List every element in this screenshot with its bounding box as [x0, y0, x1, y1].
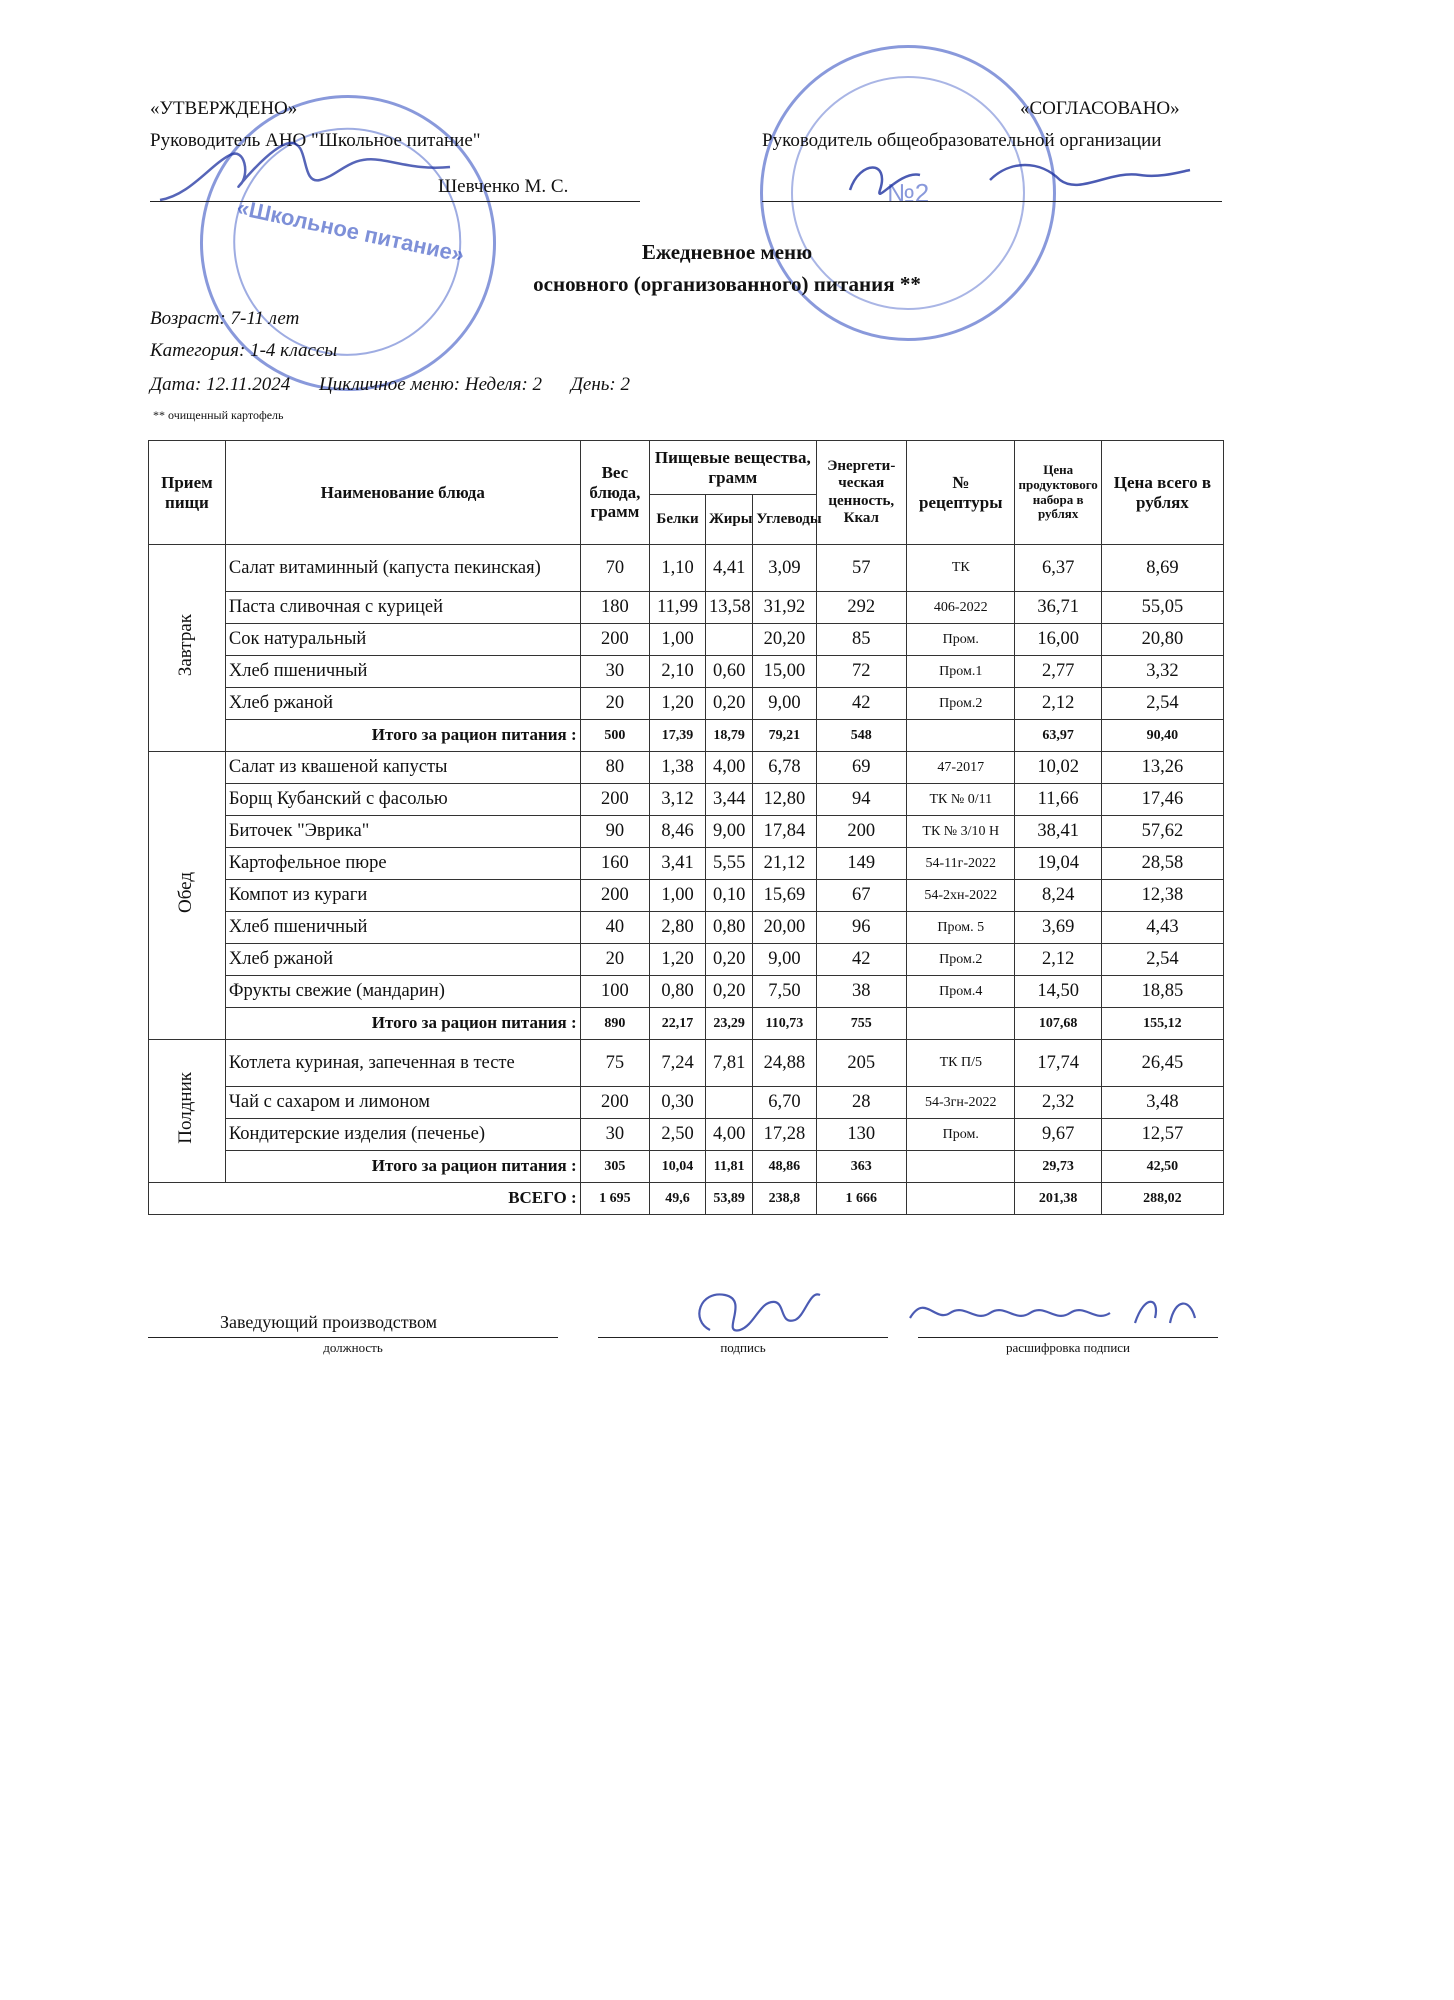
- cell-recipe: 54-2хн-2022: [907, 880, 1015, 912]
- cell-kcal: 38: [816, 976, 907, 1008]
- cell-total-price: 12,57: [1101, 1119, 1223, 1151]
- total-recipe: [907, 1151, 1015, 1183]
- header-nutrients: Пищевые вещества, грамм: [650, 441, 816, 495]
- cell-fat: [705, 624, 752, 656]
- header-protein: Белки: [650, 495, 706, 545]
- header-dish: Наименование блюда: [225, 441, 580, 545]
- approved-heading: «УТВЕРЖДЕНО»: [150, 98, 298, 119]
- dish-name: Биточек "Эврика": [225, 816, 580, 848]
- total-set-price: 107,68: [1015, 1008, 1101, 1040]
- cell-weight: 90: [580, 816, 649, 848]
- header-carbs: Углеводы: [753, 495, 816, 545]
- meal-label: Полдник: [175, 1072, 197, 1145]
- cell-weight: 70: [580, 545, 649, 592]
- total-recipe: [907, 720, 1015, 752]
- stamp-right-text: №2: [886, 178, 930, 208]
- footer-position-line: [148, 1337, 558, 1338]
- cell-set-price: 10,02: [1015, 752, 1101, 784]
- cell-protein: 7,24: [650, 1040, 706, 1087]
- cell-set-price: 6,37: [1015, 545, 1101, 592]
- cell-protein: 2,80: [650, 912, 706, 944]
- cell-set-price: 2,12: [1015, 688, 1101, 720]
- table-row: [149, 880, 1224, 912]
- cell-protein: 1,00: [650, 880, 706, 912]
- cell-fat: 5,55: [705, 848, 752, 880]
- cell-kcal: 205: [816, 1040, 907, 1087]
- dish-name: Борщ Кубанский с фасолью: [225, 784, 580, 816]
- header-weight: Вес блюда, грамм: [580, 441, 649, 545]
- cell-total-price: 2,54: [1101, 688, 1223, 720]
- cell-fat: 0,60: [705, 656, 752, 688]
- cell-set-price: 14,50: [1015, 976, 1101, 1008]
- cell-set-price: 3,69: [1015, 912, 1101, 944]
- cell-protein: 3,12: [650, 784, 706, 816]
- cell-total-price: 28,58: [1101, 848, 1223, 880]
- cell-carbs: 6,70: [753, 1087, 816, 1119]
- cell-fat: 4,00: [705, 1119, 752, 1151]
- total-kcal: 363: [816, 1151, 907, 1183]
- cell-kcal: 42: [816, 688, 907, 720]
- cell-fat: 7,81: [705, 1040, 752, 1087]
- grand-total-row: [149, 1183, 1224, 1215]
- cell-recipe: ТК: [907, 545, 1015, 592]
- cell-total-price: 8,69: [1101, 545, 1223, 592]
- cell-carbs: 17,84: [753, 816, 816, 848]
- total-row: [149, 720, 1224, 752]
- cell-recipe: Пром.2: [907, 944, 1015, 976]
- cell-carbs: 20,20: [753, 624, 816, 656]
- total-carbs: 110,73: [753, 1008, 816, 1040]
- cell-fat: 0,10: [705, 880, 752, 912]
- header-total-price: Цена всего в рублях: [1101, 441, 1223, 545]
- meal-cell: [149, 545, 226, 752]
- cell-kcal: 149: [816, 848, 907, 880]
- table-row: [149, 545, 1224, 592]
- grand-total-protein: 49,6: [650, 1183, 706, 1215]
- cell-carbs: 9,00: [753, 688, 816, 720]
- stamp-left-text: «Школьное питание»: [234, 194, 467, 268]
- dish-name: Фрукты свежие (мандарин): [225, 976, 580, 1008]
- table-row: [149, 784, 1224, 816]
- cell-recipe: Пром.: [907, 624, 1015, 656]
- header-fat: Жиры: [705, 495, 752, 545]
- cell-set-price: 17,74: [1015, 1040, 1101, 1087]
- cell-set-price: 2,12: [1015, 944, 1101, 976]
- cell-carbs: 15,00: [753, 656, 816, 688]
- table-row: [149, 624, 1224, 656]
- cell-carbs: 9,00: [753, 944, 816, 976]
- meal-label: Завтрак: [175, 614, 197, 677]
- total-protein: 22,17: [650, 1008, 706, 1040]
- cell-fat: 0,80: [705, 912, 752, 944]
- cell-fat: 0,20: [705, 944, 752, 976]
- dish-name: Хлеб пшеничный: [225, 656, 580, 688]
- total-label: Итого за рацион питания :: [225, 1008, 580, 1040]
- table-row: [149, 976, 1224, 1008]
- dish-name: Компот из кураги: [225, 880, 580, 912]
- total-total-price: 155,12: [1101, 1008, 1223, 1040]
- cell-recipe: Пром.1: [907, 656, 1015, 688]
- cell-recipe: Пром.4: [907, 976, 1015, 1008]
- cell-recipe: ТК П/5: [907, 1040, 1015, 1087]
- day: День: 2: [570, 374, 630, 395]
- cell-weight: 200: [580, 624, 649, 656]
- cell-fat: 0,20: [705, 976, 752, 1008]
- grand-total-recipe: [907, 1183, 1015, 1215]
- cell-set-price: 19,04: [1015, 848, 1101, 880]
- dish-name: Картофельное пюре: [225, 848, 580, 880]
- total-label: Итого за рацион питания :: [225, 720, 580, 752]
- cell-protein: 2,10: [650, 656, 706, 688]
- footnote: ** очищенный картофель: [153, 408, 284, 422]
- approved-name: Шевченко М. С.: [438, 176, 569, 197]
- cell-protein: 0,30: [650, 1087, 706, 1119]
- cell-weight: 80: [580, 752, 649, 784]
- cell-carbs: 3,09: [753, 545, 816, 592]
- cell-set-price: 2,77: [1015, 656, 1101, 688]
- total-weight: 890: [580, 1008, 649, 1040]
- cell-total-price: 57,62: [1101, 816, 1223, 848]
- cell-recipe: 47-2017: [907, 752, 1015, 784]
- dish-name: Паста сливочная с курицей: [225, 592, 580, 624]
- cell-carbs: 15,69: [753, 880, 816, 912]
- cell-kcal: 67: [816, 880, 907, 912]
- table-row: [149, 656, 1224, 688]
- grand-total-weight: 1 695: [580, 1183, 649, 1215]
- total-total-price: 90,40: [1101, 720, 1223, 752]
- cell-carbs: 24,88: [753, 1040, 816, 1087]
- meal-cell: [149, 1040, 226, 1183]
- cell-total-price: 3,32: [1101, 656, 1223, 688]
- cell-kcal: 292: [816, 592, 907, 624]
- grand-total-kcal: 1 666: [816, 1183, 907, 1215]
- approved-position: Руководитель АНО "Школьное питание": [150, 130, 481, 151]
- footer-decoding-handwriting: [905, 1288, 1205, 1338]
- cell-recipe: 54-3гн-2022: [907, 1087, 1015, 1119]
- cell-recipe: 406-2022: [907, 592, 1015, 624]
- grand-total-carbs: 238,8: [753, 1183, 816, 1215]
- cell-fat: 4,00: [705, 752, 752, 784]
- date-line: [150, 374, 654, 396]
- total-kcal: 755: [816, 1008, 907, 1040]
- cell-carbs: 12,80: [753, 784, 816, 816]
- grand-total-set-price: 201,38: [1015, 1183, 1101, 1215]
- cell-protein: 1,00: [650, 624, 706, 656]
- cell-protein: 0,80: [650, 976, 706, 1008]
- total-fat: 11,81: [705, 1151, 752, 1183]
- cell-recipe: 54-11г-2022: [907, 848, 1015, 880]
- cell-weight: 20: [580, 688, 649, 720]
- dish-name: Чай с сахаром и лимоном: [225, 1087, 580, 1119]
- cell-kcal: 57: [816, 545, 907, 592]
- meal-label: Обед: [175, 872, 197, 914]
- meal-cell: [149, 752, 226, 1040]
- cell-protein: 3,41: [650, 848, 706, 880]
- cycle-menu: Цикличное меню: Неделя: 2: [318, 374, 543, 395]
- grand-total-total-price: 288,02: [1101, 1183, 1223, 1215]
- cell-kcal: 200: [816, 816, 907, 848]
- cell-fat: 0,20: [705, 688, 752, 720]
- cell-carbs: 20,00: [753, 912, 816, 944]
- table-row: [149, 1087, 1224, 1119]
- cell-set-price: 16,00: [1015, 624, 1101, 656]
- cell-recipe: ТК № 0/11: [907, 784, 1015, 816]
- cell-kcal: 94: [816, 784, 907, 816]
- total-weight: 305: [580, 1151, 649, 1183]
- cell-protein: 1,20: [650, 688, 706, 720]
- dish-name: Кондитерские изделия (печенье): [225, 1119, 580, 1151]
- cell-kcal: 42: [816, 944, 907, 976]
- total-recipe: [907, 1008, 1015, 1040]
- dish-name: Хлеб ржаной: [225, 944, 580, 976]
- total-weight: 500: [580, 720, 649, 752]
- grand-total-label: ВСЕГО :: [149, 1183, 581, 1215]
- total-label: Итого за рацион питания :: [225, 1151, 580, 1183]
- cell-set-price: 36,71: [1015, 592, 1101, 624]
- agreed-signature: [840, 150, 1200, 210]
- total-kcal: 548: [816, 720, 907, 752]
- cell-fat: [705, 1087, 752, 1119]
- cell-weight: 30: [580, 656, 649, 688]
- cell-carbs: 21,12: [753, 848, 816, 880]
- dish-name: Котлета куриная, запеченная в тесте: [225, 1040, 580, 1087]
- cell-protein: 1,10: [650, 545, 706, 592]
- dish-name: Хлеб ржаной: [225, 688, 580, 720]
- cell-weight: 100: [580, 976, 649, 1008]
- label-position: должность: [323, 1340, 383, 1355]
- table-row: [149, 912, 1224, 944]
- cell-total-price: 4,43: [1101, 912, 1223, 944]
- cell-total-price: 55,05: [1101, 592, 1223, 624]
- cell-weight: 200: [580, 784, 649, 816]
- footer-position-value: Заведующий производством: [220, 1312, 438, 1332]
- agreed-position: Руководитель общеобразовательной организации: [762, 130, 1162, 151]
- table-row: [149, 1119, 1224, 1151]
- menu-table: [148, 440, 1224, 1215]
- header-recipe: № рецептуры: [907, 441, 1015, 545]
- cell-fat: 4,41: [705, 545, 752, 592]
- cell-weight: 160: [580, 848, 649, 880]
- label-decoding: расшифровка подписи: [1005, 1340, 1131, 1355]
- table-row: [149, 592, 1224, 624]
- label-signature: подпись: [720, 1340, 766, 1355]
- date: Дата: 12.11.2024: [150, 374, 291, 395]
- total-set-price: 63,97: [1015, 720, 1101, 752]
- cell-fat: 3,44: [705, 784, 752, 816]
- cell-weight: 30: [580, 1119, 649, 1151]
- cell-weight: 20: [580, 944, 649, 976]
- total-protein: 17,39: [650, 720, 706, 752]
- age: Возраст: 7-11 лет: [150, 308, 300, 329]
- cell-total-price: 18,85: [1101, 976, 1223, 1008]
- cell-kcal: 96: [816, 912, 907, 944]
- cell-kcal: 28: [816, 1087, 907, 1119]
- agreed-heading: «СОГЛАСОВАНО»: [1020, 98, 1180, 119]
- cell-total-price: 2,54: [1101, 944, 1223, 976]
- total-row: [149, 1008, 1224, 1040]
- header-meal: Прием пищи: [149, 441, 226, 545]
- cell-total-price: 12,38: [1101, 880, 1223, 912]
- cell-carbs: 31,92: [753, 592, 816, 624]
- category: Категория: 1-4 классы: [150, 340, 338, 361]
- cell-weight: 200: [580, 880, 649, 912]
- cell-carbs: 17,28: [753, 1119, 816, 1151]
- approved-signature: [150, 125, 480, 215]
- grand-total-fat: 53,89: [705, 1183, 752, 1215]
- menu-title-line2: основного (организованного) питания **: [533, 272, 921, 296]
- cell-weight: 40: [580, 912, 649, 944]
- cell-kcal: 72: [816, 656, 907, 688]
- cell-recipe: Пром.: [907, 1119, 1015, 1151]
- cell-kcal: 69: [816, 752, 907, 784]
- cell-total-price: 17,46: [1101, 784, 1223, 816]
- table-row: [149, 752, 1224, 784]
- cell-carbs: 6,78: [753, 752, 816, 784]
- cell-recipe: ТК № 3/10 Н: [907, 816, 1015, 848]
- cell-recipe: Пром. 5: [907, 912, 1015, 944]
- cell-protein: 2,50: [650, 1119, 706, 1151]
- menu-body: [149, 545, 1224, 1215]
- cell-weight: 200: [580, 1087, 649, 1119]
- total-fat: 18,79: [705, 720, 752, 752]
- cell-weight: 75: [580, 1040, 649, 1087]
- dish-name: Сок натуральный: [225, 624, 580, 656]
- table-row: [149, 1040, 1224, 1087]
- total-carbs: 79,21: [753, 720, 816, 752]
- total-protein: 10,04: [650, 1151, 706, 1183]
- total-fat: 23,29: [705, 1008, 752, 1040]
- cell-kcal: 130: [816, 1119, 907, 1151]
- header-set-price: Цена продуктового набора в рублях: [1015, 441, 1101, 545]
- total-set-price: 29,73: [1015, 1151, 1101, 1183]
- total-total-price: 42,50: [1101, 1151, 1223, 1183]
- cell-set-price: 38,41: [1015, 816, 1101, 848]
- table-row: [149, 816, 1224, 848]
- cell-fat: 13,58: [705, 592, 752, 624]
- cell-fat: 9,00: [705, 816, 752, 848]
- cell-set-price: 2,32: [1015, 1087, 1101, 1119]
- table-row: [149, 944, 1224, 976]
- cell-kcal: 85: [816, 624, 907, 656]
- cell-protein: 8,46: [650, 816, 706, 848]
- cell-set-price: 8,24: [1015, 880, 1101, 912]
- cell-protein: 11,99: [650, 592, 706, 624]
- cell-total-price: 3,48: [1101, 1087, 1223, 1119]
- header-energy: Энергети- ческая ценность, Ккал: [816, 441, 907, 545]
- cell-recipe: Пром.2: [907, 688, 1015, 720]
- cell-protein: 1,38: [650, 752, 706, 784]
- total-carbs: 48,86: [753, 1151, 816, 1183]
- menu-title-line1: Ежедневное меню: [641, 240, 813, 264]
- cell-set-price: 9,67: [1015, 1119, 1101, 1151]
- cell-total-price: 26,45: [1101, 1040, 1223, 1087]
- table-row: [149, 848, 1224, 880]
- dish-name: Салат витаминный (капуста пекинская): [225, 545, 580, 592]
- dish-name: Хлеб пшеничный: [225, 912, 580, 944]
- cell-protein: 1,20: [650, 944, 706, 976]
- cell-set-price: 11,66: [1015, 784, 1101, 816]
- cell-carbs: 7,50: [753, 976, 816, 1008]
- table-row: [149, 688, 1224, 720]
- cell-total-price: 13,26: [1101, 752, 1223, 784]
- cell-weight: 180: [580, 592, 649, 624]
- dish-name: Салат из квашеной капусты: [225, 752, 580, 784]
- cell-total-price: 20,80: [1101, 624, 1223, 656]
- total-row: [149, 1151, 1224, 1183]
